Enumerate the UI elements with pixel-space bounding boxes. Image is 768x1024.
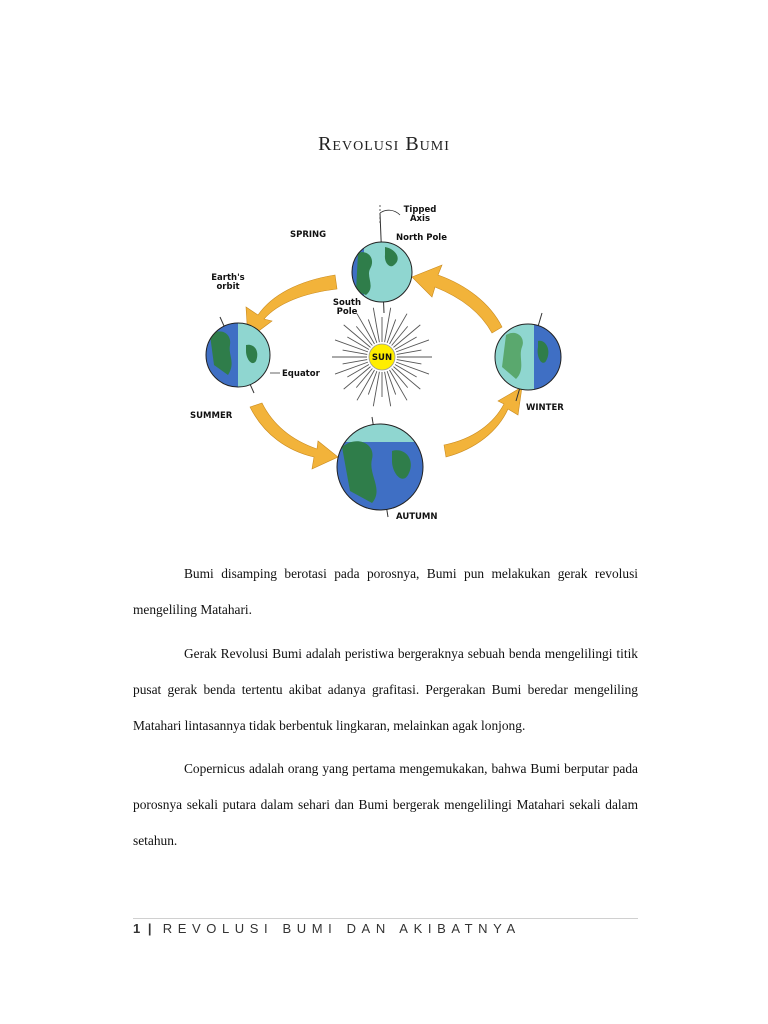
paragraph-text: Gerak Revolusi Bumi adalah peristiwa bergeraknya sebuah benda mengelilingi titik pusat gerak benda tertentu akibat adanya grafitasi. Pergerakan Bumi beredar mengeliling Matahari lintasannya tidak berbentuk lingkaran, melainkan agak lonjong. (133, 646, 638, 733)
label-winter: WINTER (526, 403, 564, 413)
label-north-pole: North Pole (396, 233, 447, 243)
paragraph-text: Bumi disamping berotasi pada porosnya, Bumi pun melakukan gerak revolusi mengeliling Matahari. (133, 566, 638, 617)
label-autumn: AUTUMN (396, 512, 438, 522)
label-equator: Equator (282, 369, 320, 379)
label-south-pole-1: South (332, 298, 362, 308)
label-summer: SUMMER (190, 411, 233, 421)
sun-ray (344, 367, 371, 389)
sun-label: SUN (371, 353, 393, 363)
footer-divider (133, 918, 638, 919)
orbit-arrow-summer-autumn (250, 403, 338, 469)
label-earths-orbit-2: orbit (216, 282, 240, 292)
earth-winter (495, 313, 561, 401)
label-tipped-axis-1: Tipped (403, 205, 437, 215)
label-south-pole-2: Pole (336, 307, 358, 317)
earth-revolution-diagram (180, 195, 590, 530)
sun-ray (385, 372, 391, 406)
sun-ray (373, 308, 379, 342)
paragraph-1 (133, 556, 638, 628)
sun-ray (393, 325, 420, 347)
earth-autumn (337, 417, 423, 517)
sun-ray (385, 308, 391, 342)
page-footer (133, 921, 521, 936)
orbit-arrow-autumn-winter (444, 387, 522, 457)
diagram-svg (180, 195, 590, 530)
page-number: 1 | (133, 921, 154, 936)
earth-summer (206, 317, 280, 393)
paragraph-2 (133, 636, 638, 744)
paragraph-3 (133, 751, 638, 859)
label-earths-orbit-1: Earth's (211, 273, 245, 283)
sun-ray (393, 367, 420, 389)
paragraph-text: Copernicus adalah orang yang pertama mengemukakan, bahwa Bumi berputar pada porosnya sekali putara dalam sehari dan Bumi bergerak mengelilingi Matahari sekali dalam setahun. (133, 761, 638, 848)
page-title: Revolusi Bumi (318, 133, 450, 155)
footer-title: REVOLUSI BUMI DAN AKIBATNYA (162, 921, 521, 936)
sun-ray (344, 325, 371, 347)
label-spring: SPRING (290, 230, 327, 240)
sun-ray (373, 372, 379, 406)
orbit-arrow-winter-spring (412, 265, 502, 333)
label-tipped-axis-2: Axis (409, 214, 431, 224)
orbit-arrow-spring-summer (246, 275, 337, 339)
